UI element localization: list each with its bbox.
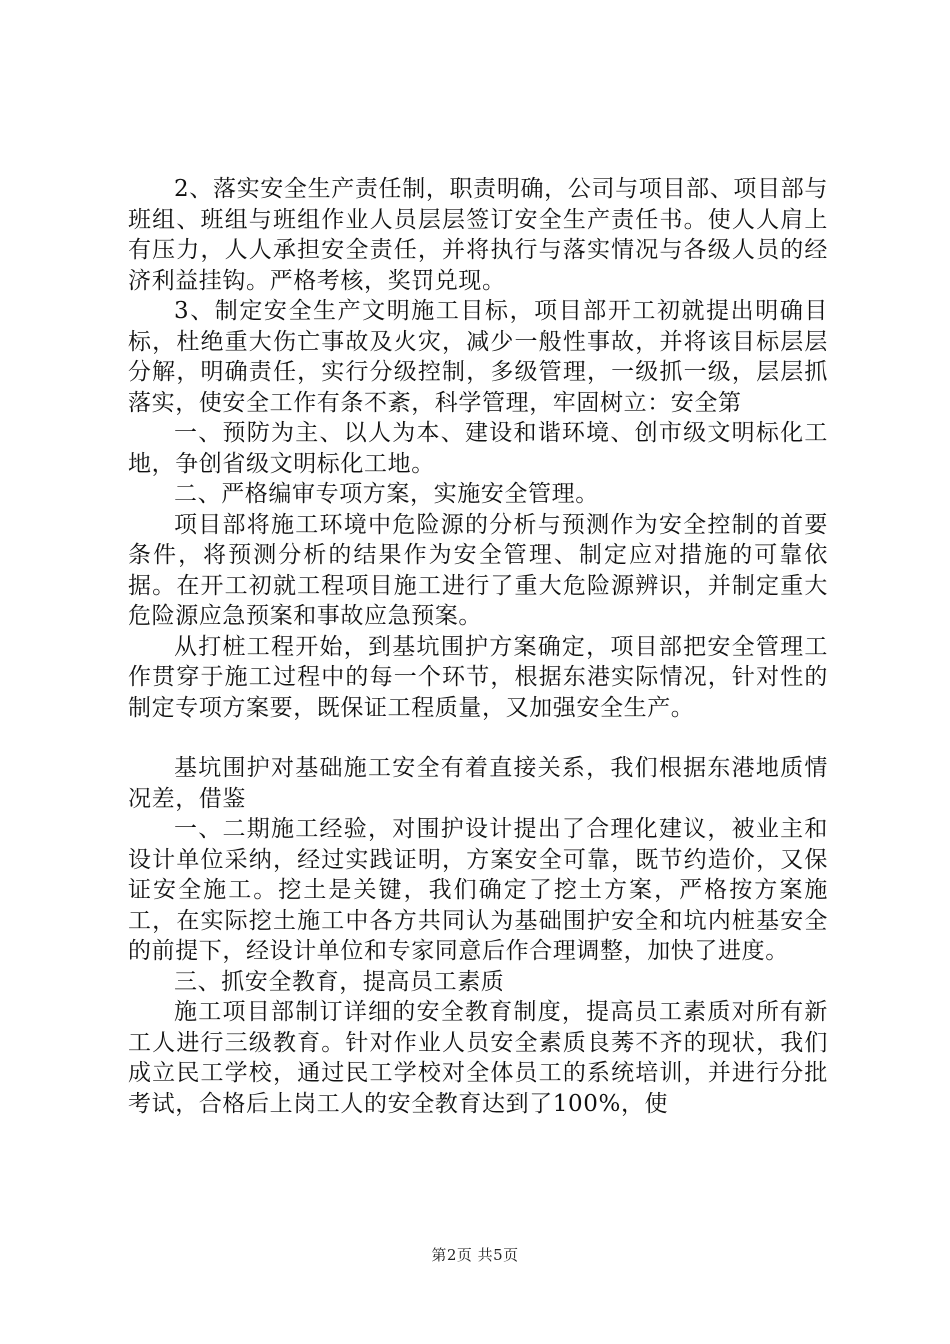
paragraph-responsibility-system: 2、落实安全生产责任制，职责明确，公司与项目部、项目部与班组、班组与班组作业人员层层签订安全生产责任书。使人人肩上有压力，人人承担安全责任，并将执行与落实情况与各级人员的经济利益挂钩。严格考核，奖罚兑现。 bbox=[128, 176, 828, 294]
paragraph-phase-experience: 一、二期施工经验，对围护设计提出了合理化建议，被业主和设计单位采纳，经过实践证明，方案安全可靠，既节约造价，又保证安全施工。挖土是关键，我们确定了挖土方案，严格按方案施工，在实际挖土施工中各方共同认为基础围护安全和坑内桩基安全的前提下，经设计单位和专家同意后作合理调整，加快了进度。 bbox=[128, 816, 828, 964]
paragraph-gap bbox=[128, 723, 828, 753]
paragraph-hazard-analysis: 项目部将施工环境中危险源的分析与预测作为安全控制的首要条件，将预测分析的结果作为安全管理、制定应对措施的可靠依据。在开工初就工程项目施工进行了重大危险源辨识，并制定重大危险源应急预案和事故应急预案。 bbox=[128, 511, 828, 629]
page-number-footer: 第2页 共5页 bbox=[431, 1246, 519, 1264]
paragraph-pit-support: 基坑围护对基础施工安全有着直接关系，我们根据东港地质情况差，借鉴 bbox=[128, 755, 828, 812]
document-body bbox=[128, 174, 828, 1119]
paragraph-safety-education: 施工项目部制订详细的安全教育制度，提高员工素质对所有新工人进行三级教育。针对作业人员安全素质良莠不齐的现状，我们成立民工学校，通过民工学校对全体员工的系统培训，并进行分批考试，合格后上岗工人的安全教育达到了100%，使 bbox=[128, 999, 828, 1117]
paragraph-prevention-first: 一、预防为主、以人为本、建设和谐环境、创市级文明标化工地，争创省级文明标化工地。 bbox=[128, 420, 828, 477]
paragraph-piling-works: 从打桩工程开始，到基坑围护方案确定，项目部把安全管理工作贯穿于施工过程中的每一个环节，根据东港实际情况，针对性的制定专项方案要，既保证工程质量，又加强安全生产。 bbox=[128, 633, 828, 721]
paragraph-safety-goals: 3、制定安全生产文明施工目标，项目部开工初就提出明确目标，杜绝重大伤亡事故及火灾，减少一般性事故，并将该目标层层分解，明确责任，实行分级控制，多级管理，一级抓一级，层层抓落实，使安全工作有条不紊，科学管理，牢固树立：安全第 bbox=[128, 298, 828, 416]
paragraph-section-two-heading: 二、严格编审专项方案，实施安全管理。 bbox=[174, 481, 599, 507]
paragraph-section-three-heading: 三、抓安全教育，提高员工素质 bbox=[174, 968, 505, 995]
